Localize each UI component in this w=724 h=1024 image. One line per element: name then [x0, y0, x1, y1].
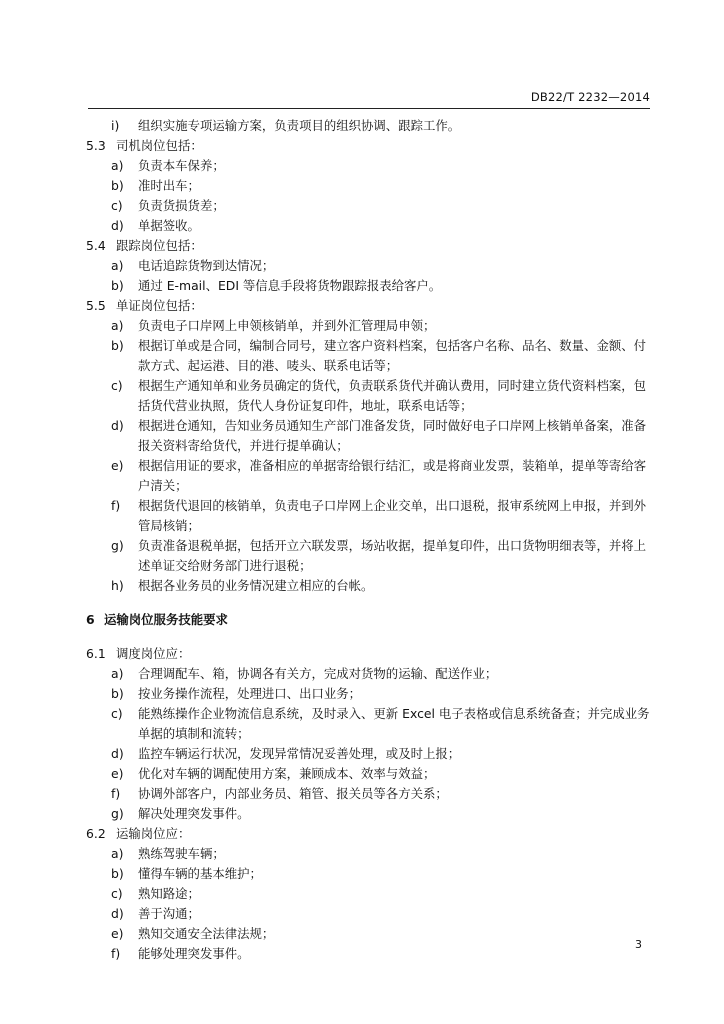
list-item: [86, 904, 658, 924]
item-text: 善于沟通；: [138, 906, 200, 921]
item-text: 准时出车；: [138, 178, 200, 193]
chapter-title: 运输岗位服务技能要求: [104, 612, 228, 627]
list-item: [86, 276, 658, 296]
item-text: 按业务操作流程，处理进口、出口业务；: [138, 686, 362, 701]
item-text: 单据签收。: [138, 218, 200, 233]
item-marker: a): [111, 258, 124, 273]
item-marker: d): [111, 906, 124, 921]
item-text: 熟练驾驶车辆；: [138, 846, 225, 861]
item-marker: h): [111, 578, 124, 593]
item-text: 通过 E-mail、EDI 等信息手段将货物跟踪报表给客户。: [138, 278, 442, 293]
section-title: 运输岗位应：: [116, 826, 191, 841]
section-title: 调度岗位应：: [116, 646, 191, 661]
item-marker: g): [111, 538, 124, 553]
section-number: 5.4: [86, 238, 106, 253]
list-item: [86, 764, 658, 784]
list-item: [86, 844, 658, 864]
item-marker: a): [111, 666, 124, 681]
list-item: [86, 496, 658, 536]
list-item: [86, 376, 658, 416]
section-title: 跟踪岗位包括：: [116, 238, 203, 253]
list-item: [86, 744, 658, 764]
item-marker: e): [111, 766, 124, 781]
item-text: 能熟练操作企业物流信息系统，及时录入、更新 Excel 电子表格或信息系统备查；并完成业务单据的填制和流转；: [138, 706, 650, 741]
item-text: 监控车辆运行状况，发现异常情况妥善处理，或及时上报；: [138, 746, 461, 761]
item-text: 负责本车保养；: [138, 158, 225, 173]
list-item: [86, 576, 658, 596]
list-item: [86, 196, 658, 216]
item-text: 合理调配车、箱，协调各有关方，完成对货物的运输、配送作业；: [138, 666, 498, 681]
list-item: [86, 416, 658, 456]
item-marker: b): [111, 338, 124, 353]
list-item: [86, 316, 658, 336]
item-marker: c): [111, 706, 123, 721]
item-marker: e): [111, 458, 124, 473]
item-text: 能够处理突发事件。: [138, 946, 250, 961]
list-item: [86, 456, 658, 496]
chapter-heading-6: [86, 610, 658, 630]
item-text: 根据货代退回的核销单，负责电子口岸网上企业交单，出口退税，报审系统网上申报，并到外管局核销；: [138, 498, 647, 533]
item-marker: b): [111, 178, 124, 193]
section-heading-5-4: [86, 236, 658, 256]
item-text: 组织实施专项运输方案，负责项目的组织协调、跟踪工作。: [138, 118, 461, 133]
item-marker: a): [111, 846, 124, 861]
list-item: [86, 336, 658, 376]
list-item: [86, 216, 658, 236]
section-heading-6-2: [86, 824, 658, 844]
item-text: 负责准备退税单据，包括开立六联发票，场站收据，提单复印件，出口货物明细表等，并将上述单证交给财务部门进行退税；: [138, 538, 647, 573]
header-rule: [88, 108, 650, 109]
list-item: [86, 864, 658, 884]
item-marker: a): [111, 158, 124, 173]
item-marker: b): [111, 866, 124, 881]
list-item: [86, 924, 658, 944]
item-text: 负责电子口岸网上申领核销单，并到外汇管理局申领；: [138, 318, 436, 333]
item-marker: e): [111, 926, 124, 941]
item-marker: b): [111, 686, 124, 701]
item-marker: d): [111, 418, 124, 433]
item-text: 电话追踪货物到达情况；: [138, 258, 275, 273]
list-item: [86, 884, 658, 904]
item-text: 解决处理突发事件。: [138, 806, 250, 821]
item-marker: f): [111, 786, 121, 801]
item-marker: g): [111, 806, 124, 821]
section-heading-5-3: [86, 136, 658, 156]
list-item: [86, 704, 658, 744]
list-item: [86, 684, 658, 704]
item-marker: c): [111, 886, 123, 901]
page-number: 3: [635, 938, 642, 951]
item-text: 熟知交通安全法律法规；: [138, 926, 275, 941]
item-marker: f): [111, 498, 121, 513]
item-marker: c): [111, 198, 123, 213]
item-text: 根据各业务员的业务情况建立相应的台帐。: [138, 578, 374, 593]
item-marker: d): [111, 218, 124, 233]
item-marker: c): [111, 378, 123, 393]
list-item: [86, 116, 658, 136]
list-item: [86, 256, 658, 276]
item-text: 负责货损货差；: [138, 198, 225, 213]
item-marker: f): [111, 946, 121, 961]
list-item: [86, 804, 658, 824]
chapter-number: 6: [86, 612, 95, 627]
item-marker: d): [111, 746, 124, 761]
item-text: 根据订单或是合同，编制合同号，建立客户资料档案，包括客户名称、品名、数量、金额、付款方式、起运港、目的港、唛头、联系电话等；: [138, 338, 647, 373]
section-title: 单证岗位包括：: [116, 298, 203, 313]
section-number: 6.2: [86, 826, 106, 841]
section-title: 司机岗位包括：: [116, 138, 203, 153]
document-code: DB22/T 2232—2014: [530, 90, 650, 104]
item-text: 根据信用证的要求，准备相应的单据寄给银行结汇，或是将商业发票，装箱单，提单等寄给客户清关；: [138, 458, 647, 493]
item-text: 熟知路途；: [138, 886, 200, 901]
item-text: 根据进仓通知，告知业务员通知生产部门准备发货，同时做好电子口岸网上核销单备案，准备报关资料寄给货代，并进行提单确认；: [138, 418, 647, 453]
list-item: [86, 784, 658, 804]
section-number: 6.1: [86, 646, 106, 661]
section-heading-5-5: [86, 296, 658, 316]
list-item: [86, 156, 658, 176]
list-item: [86, 536, 658, 576]
list-item: [86, 176, 658, 196]
item-text: 懂得车辆的基本维护；: [138, 866, 262, 881]
section-heading-6-1: [86, 644, 658, 664]
list-item: [86, 664, 658, 684]
document-body: [86, 116, 658, 964]
section-number: 5.5: [86, 298, 106, 313]
item-text: 协调外部客户，内部业务员、箱管、报关员等各方关系；: [138, 786, 448, 801]
item-marker: b): [111, 278, 124, 293]
item-text: 优化对车辆的调配使用方案，兼顾成本、效率与效益；: [138, 766, 436, 781]
section-number: 5.3: [86, 138, 106, 153]
list-item: [86, 944, 658, 964]
item-marker: i): [111, 118, 120, 133]
item-text: 根据生产通知单和业务员确定的货代，负责联系货代并确认费用，同时建立货代资料档案，包括货代营业执照，货代人身份证复印件，地址，联系电话等；: [138, 378, 647, 413]
item-marker: a): [111, 318, 124, 333]
